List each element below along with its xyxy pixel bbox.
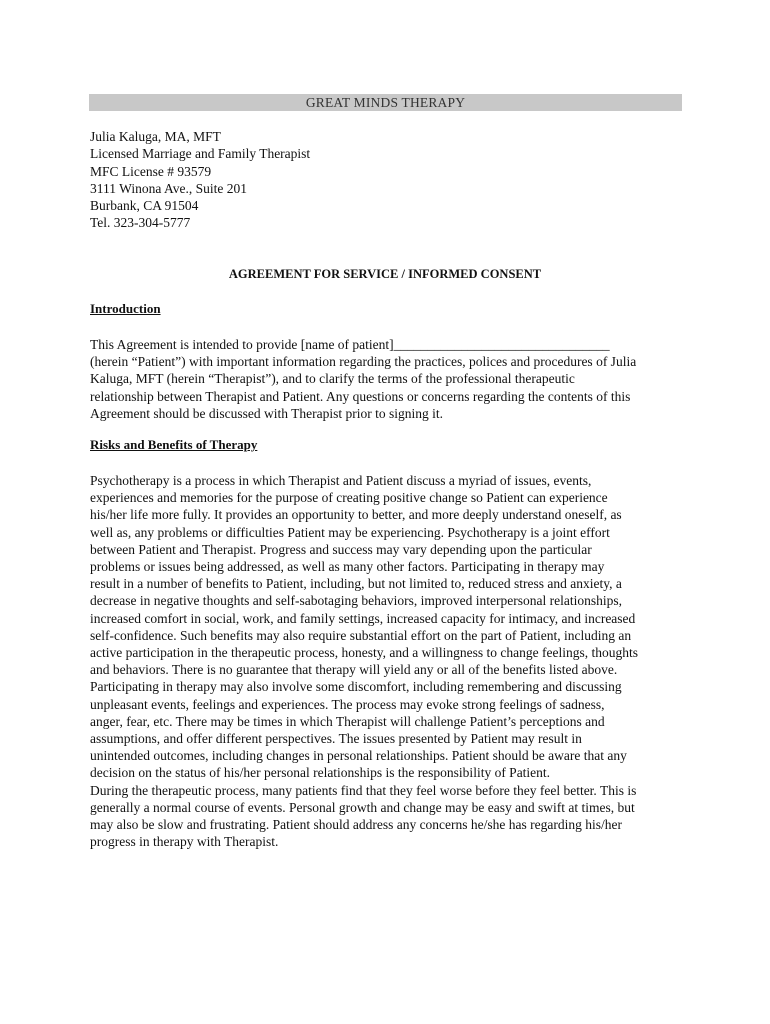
introduction-paragraph (90, 336, 636, 422)
paragraph-line: unintended outcomes, including changes in personal relationships. Patient should be aware that any (90, 748, 627, 764)
contact-title: Licensed Marriage and Family Therapist (90, 146, 311, 162)
paragraph-line: and behaviors. There is no guarantee that therapy will yield any or all of the benefits listed above. (90, 662, 618, 678)
risks-benefits-paragraph (90, 472, 638, 850)
paragraph-line: result in a number of benefits to Patient, including, but not limited to, reduced stress and anxiety, a (90, 576, 622, 592)
practice-name-banner: GREAT MINDS THERAPY (89, 94, 682, 111)
risks-benefits-heading: Risks and Benefits of Therapy (90, 437, 258, 452)
contact-name: Julia Kaluga, MA, MFT (90, 129, 221, 144)
paragraph-line: Kaluga, MFT (herein “Therapist”), and to clarify the terms of the professional therapeutic (90, 371, 575, 387)
paragraph-line: generally a normal course of events. Personal growth and change may be easy and swift at times, but (90, 799, 635, 815)
introduction-heading: Introduction (90, 301, 161, 316)
paragraph-line: relationship between Therapist and Patient. Any questions or concerns regarding the contents of this (90, 388, 631, 404)
paragraph-line: increased comfort in social, work, and family settings, increased capacity for intimacy, and increased (90, 610, 636, 626)
paragraph-line: may also be slow and frustrating. Patient should address any concerns he/she has regarding his/her (90, 817, 622, 833)
paragraph-line: Agreement should be discussed with Therapist prior to signing it. (90, 405, 443, 421)
paragraph-line: (herein “Patient”) with important information regarding the practices, polices and procedures of Julia (90, 354, 637, 370)
therapist-contact-block (90, 128, 310, 232)
paragraph-line: decrease in negative thoughts and self-sabotaging behaviors, improved interpersonal relationships, (90, 593, 622, 609)
paragraph-line: well as, any problems or difficulties Patient may be experiencing. Psychotherapy is a joint effort (90, 524, 610, 540)
paragraph-line: This Agreement is intended to provide [name of patient]________________________________ (90, 337, 610, 352)
paragraph-line: between Patient and Therapist. Progress and success may vary depending upon the particular (90, 541, 592, 557)
paragraph-line: progress in therapy with Therapist. (90, 834, 279, 850)
contact-license: MFC License # 93579 (90, 163, 212, 179)
paragraph-line: his/her life more fully. It provides an opportunity to better, and more deeply understand oneself, as (90, 507, 622, 523)
paragraph-line: active participation in the therapeutic process, honesty, and a willingness to change feelings, thoughts (90, 645, 638, 661)
paragraph-line: anger, fear, etc. There may be times in which Therapist will challenge Patient’s perceptions and (90, 713, 605, 729)
paragraph-line: decision on the status of his/her personal relationships is the responsibility of Patient. (90, 765, 551, 781)
document-title: AGREEMENT FOR SERVICE / INFORMED CONSENT (228, 267, 542, 281)
contact-street: 3111 Winona Ave., Suite 201 (90, 180, 247, 196)
paragraph-line: experiences and memories for the purpose of creating positive change so Patient can experience (90, 490, 608, 506)
paragraph-line: assumptions, and offer different perspectives. The issues presented by Patient may result in (90, 731, 582, 747)
paragraph-line: Participating in therapy may also involve some discomfort, including remembering and discussing (90, 679, 622, 695)
paragraph-line: Psychotherapy is a process in which Therapist and Patient discuss a myriad of issues, events, (90, 473, 592, 488)
paragraph-line: problems or issues being addressed, as well as many other factors. Participating in therapy may (90, 559, 605, 575)
contact-phone: Tel. 323-304-5777 (90, 215, 191, 231)
contact-city: Burbank, CA 91504 (90, 198, 199, 214)
paragraph-line: self-confidence. Such benefits may also require substantial effort on the part of Patient, including an (90, 627, 632, 643)
paragraph-line: During the therapeutic process, many patients find that they feel worse before they feel better. This is (90, 782, 637, 798)
paragraph-line: unpleasant events, feelings and experiences. The process may evoke strong feelings of sadness, (90, 696, 605, 712)
